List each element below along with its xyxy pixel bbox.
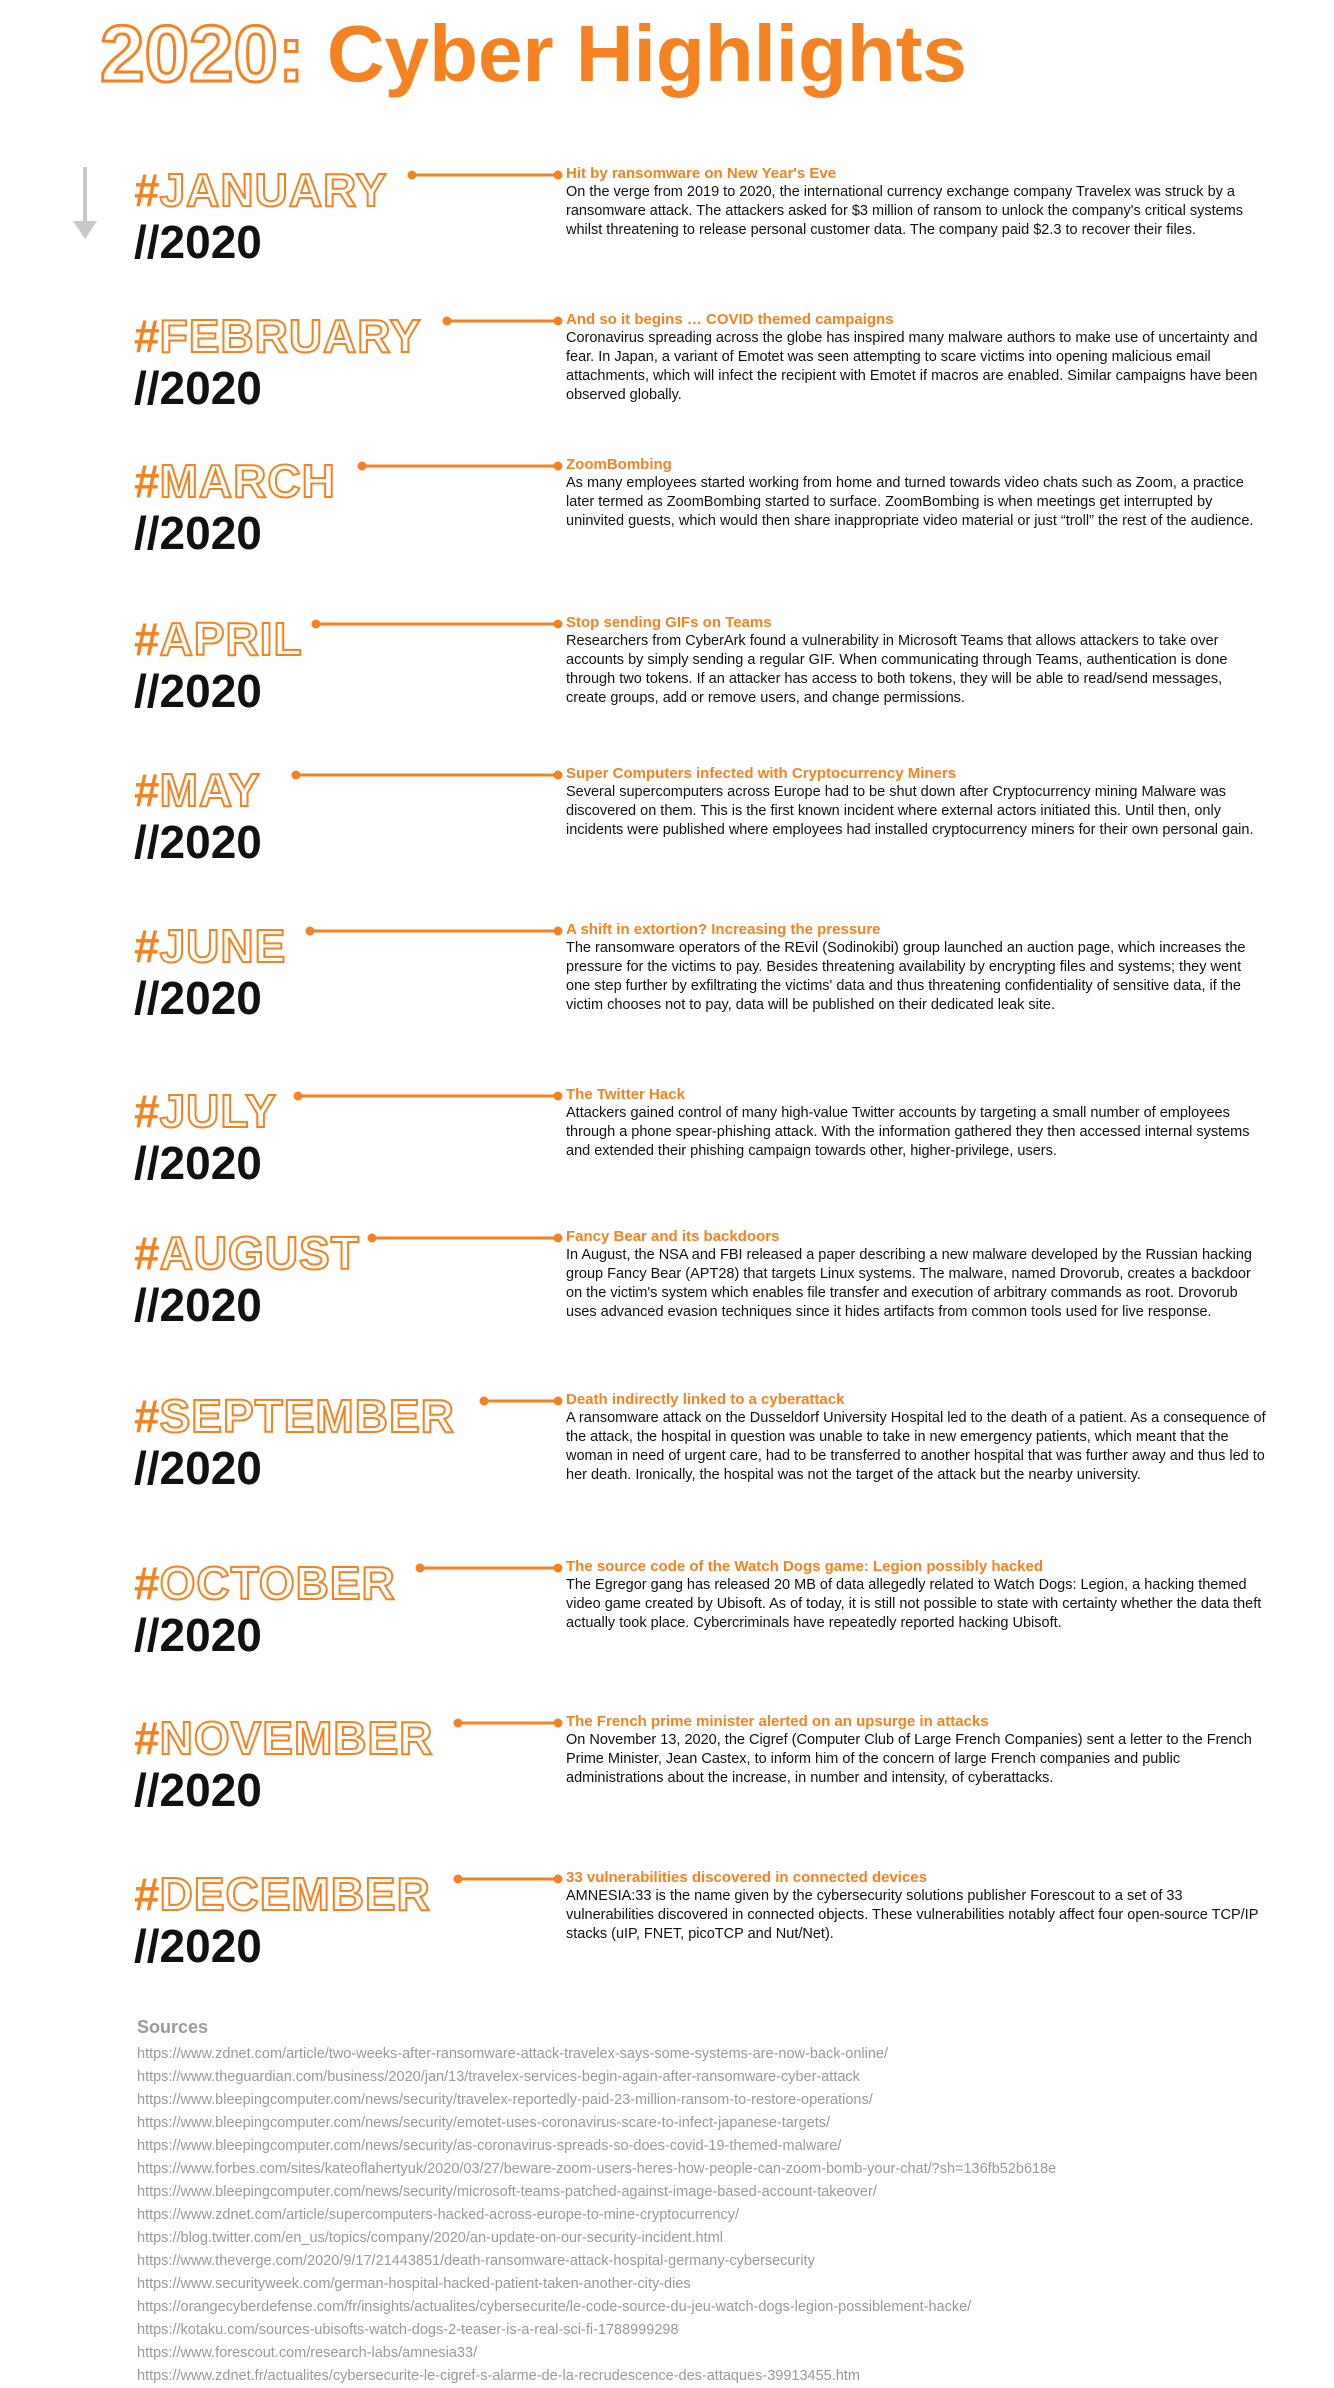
timeline-entry [0,613,1334,733]
month-name: JULY [159,1085,277,1137]
month-hash: # [134,1227,160,1279]
event-title: Stop sending GIFs on Teams [566,614,772,631]
month-hash: # [134,310,160,362]
event-block [566,310,1266,405]
month-year: //2020 [134,216,262,268]
month-name: JANUARY [159,164,388,216]
connector-line [0,1390,580,1414]
timeline-entry [0,764,1334,884]
month-year: //2020 [134,1442,262,1494]
month-year: //2020 [134,1764,262,1816]
connector-line [0,613,580,637]
month-hash: # [134,1085,160,1137]
event-text: The Egregor gang has released 20 MB of data allegedly related to Watch Dogs: Legion, a hacking themed video game created by Ubisoft. As of today, it is still not possible to state with certainty whether the data theft actually took place. Cybercriminals have repeatedly reported hacking Ubisoft. [566,1577,1262,1631]
month-hash: # [134,1390,160,1442]
connector-line [0,1085,580,1109]
timeline-entry [0,310,1334,430]
connector-line [0,1868,580,1892]
connector-dot-end [554,1719,563,1728]
timeline-entry [0,1868,1334,1988]
month-name: FEBRUARY [159,310,422,362]
source-link[interactable]: https://www.forescout.com/research-labs/amnesia33/ [137,2345,478,2361]
source-link[interactable]: https://www.zdnet.com/article/two-weeks-after-ransomware-attack-travelex-says-some-systems-are-now-back-online/ [137,2046,889,2062]
timeline-entry [0,1557,1334,1677]
event-text: As many employees started working from home and turned towards video chats such as Zoom, a practice later termed as ZoomBombing started to surface. ZoomBombing is when meetings get interrupted by uninvited guests, which would then share inappropriate video material or just “troll” the rest of the audience. [566,475,1254,529]
event-block [566,455,1266,531]
month-year: //2020 [134,362,262,414]
month-name: MARCH [159,455,336,507]
month-hash: # [134,455,160,507]
connector-dot-end [554,317,563,326]
event-block [566,164,1266,240]
event-block [566,1085,1266,1161]
month-year: //2020 [134,1137,262,1189]
source-link[interactable]: https://kotaku.com/sources-ubisofts-watch-dogs-2-teaser-is-a-real-sci-fi-1788999298 [137,2322,679,2338]
event-block [566,1712,1266,1788]
month-year: //2020 [134,1279,262,1331]
event-text: AMNESIA:33 is the name given by the cybersecurity solutions publisher Forescout to a set of 33 vulnerabilities discovered in connected objects. These vulnerabilities notably affect four open-source TCP/IP stacks (uIP, FNET, picoTCP and Nut/Net). [566,1888,1259,1942]
event-text: A ransomware attack on the Dusseldorf University Hospital led to the death of a patient. As a consequence of the attack, the hospital in question was unable to take in new emergency patients, which meant that the woman in need of urgent care, had to be transferred to another hospital that was further away and thus led to her death. Ironically, the hospital was not the target of the attack but the nearby university. [566,1410,1266,1483]
connector-dot-end [554,620,563,629]
connector-dot-end [554,171,563,180]
source-link[interactable]: https://blog.twitter.com/en_us/topics/company/2020/an-update-on-our-security-incident.html [137,2230,723,2246]
timeline-entry [0,1085,1334,1205]
month-name: DECEMBER [159,1868,431,1920]
connector-dot-end [554,1397,563,1406]
title-year: 2020: [100,9,305,98]
event-title: Super Computers infected with Cryptocurrency Miners [566,765,957,782]
connector-dot-end [554,927,563,936]
month-hash: # [134,164,160,216]
connector-dot-end [554,1875,563,1884]
month-name: AUGUST [159,1227,360,1279]
event-title: Hit by ransomware on New Year's Eve [566,165,837,182]
event-title: The Twitter Hack [566,1086,685,1103]
event-block [566,920,1266,1015]
month-hash: # [134,1868,160,1920]
month-name: NOVEMBER [159,1712,434,1764]
month-name: OCTOBER [159,1557,396,1609]
event-title: The source code of the Watch Dogs game: Legion possibly hacked [566,1558,1044,1575]
event-block [566,1868,1266,1944]
timeline-entry [0,164,1334,284]
timeline-entry [0,1227,1334,1347]
connector-line [0,920,580,944]
connector-line [0,1227,580,1251]
month-year: //2020 [134,972,262,1024]
source-link[interactable]: https://www.theverge.com/2020/9/17/21443851/death-ransomware-attack-hospital-germany-cybersecurity [137,2253,815,2269]
month-name: APRIL [159,613,303,665]
month-year: //2020 [134,1609,262,1661]
event-title: Death indirectly linked to a cyberattack [566,1391,845,1408]
event-title: A shift in extortion? Increasing the pressure [566,921,881,938]
event-text: Researchers from CyberArk found a vulnerability in Microsoft Teams that allows attackers to take over accounts by simply sending a regular GIF. When communicating through Teams, authentication is done through two tokens. If an attacker has access to both tokens, they will be able to read/send messages, create groups, add or remove users, and change permissions. [566,633,1228,706]
connector-dot-end [554,462,563,471]
event-text: On November 13, 2020, the Cigref (Computer Club of Large French Companies) sent a letter to the French Prime Minister, Jean Castex, to inform him of the concern of large French companies and public administrations about the increase, in number and intensity, of cyberattacks. [566,1732,1252,1786]
source-link[interactable]: https://orangecyberdefense.com/fr/insights/actualites/cybersecurite/le-code-source-du-jeu-watch-dogs-legion-possiblement-hacke/ [137,2299,972,2315]
event-block [566,764,1266,840]
title-text: Cyber Highlights [326,9,967,98]
source-link[interactable]: https://www.zdnet.fr/actualites/cybersecurite-le-cigref-s-alarme-de-la-recrudescence-des-attaques-39913455.htm [137,2368,860,2384]
event-text: Coronavirus spreading across the globe has inspired many malware authors to make use of uncertainty and fear. In Japan, a variant of Emotet was seen attempting to scare victims into opening malicious email attachments, which will infect the recipient with Emotet if macros are enabled. Similar campaigns have been observed globally. [566,330,1258,403]
event-title: The French prime minister alerted on an upsurge in attacks [566,1713,989,1730]
month-year: //2020 [134,816,262,868]
event-title: Fancy Bear and its backdoors [566,1228,780,1245]
event-text: The ransomware operators of the REvil (Sodinokibi) group launched an auction page, which increases the pressure for the victims to pay. Besides threatening availability by encrypting files and systems; they went one step further by exfiltrating the victims' data and thus threatening confidentiality of sensitive data, if the victim chooses not to pay, data will be published on their dedicated leak site. [566,940,1246,1013]
connector-line [0,164,580,188]
sources-heading: Sources [137,2017,209,2037]
connector-line [0,455,580,479]
timeline-entry [0,920,1334,1040]
month-name: JUNE [159,920,287,972]
month-hash: # [134,920,160,972]
month-name: SEPTEMBER [159,1390,455,1442]
event-title: And so it begins … COVID themed campaigns [566,311,894,328]
event-block [566,613,1266,708]
source-link[interactable]: https://www.theguardian.com/business/2020/jan/13/travelex-services-begin-again-after-ransomware-cyber-attack [137,2069,860,2085]
event-block [566,1557,1266,1633]
source-link[interactable]: https://www.bleepingcomputer.com/news/security/microsoft-teams-patched-against-image-based-account-takeover/ [137,2184,877,2200]
timeline-entry [0,1712,1334,1832]
connector-line [0,310,580,334]
event-block [566,1390,1266,1485]
month-hash: # [134,613,160,665]
source-link[interactable]: https://www.bleepingcomputer.com/news/security/as-coronavirus-spreads-so-does-covid-19-themed-malware/ [137,2138,842,2154]
month-year: //2020 [134,1920,262,1972]
month-hash: # [134,1712,160,1764]
month-year: //2020 [134,507,262,559]
connector-line [0,1557,580,1581]
timeline-entry [0,455,1334,575]
month-hash: # [134,764,160,816]
event-block [566,1227,1266,1322]
source-list [137,2043,1287,2388]
event-text: On the verge from 2019 to 2020, the international currency exchange company Travelex was struck by a ransomware attack. The attackers asked for $3 million of ransom to unlock the company's critical systems whilst threatening to release personal customer data. The company paid $2.3 to recover their files. [566,184,1244,238]
month-year: //2020 [134,665,262,717]
connector-dot-end [554,1092,563,1101]
source-link[interactable]: https://www.bleepingcomputer.com/news/security/travelex-reportedly-paid-23-million-ransom-to-restore-operations/ [137,2092,873,2108]
connector-dot-end [554,1564,563,1573]
page-title [100,4,967,104]
connector-line [0,1712,580,1736]
source-link[interactable]: https://www.zdnet.com/article/supercomputers-hacked-across-europe-to-mine-cryptocurrency/ [137,2207,739,2223]
event-text: Several supercomputers across Europe had to be shut down after Cryptocurrency mining Malware was discovered on them. This is the first known incident where external actors initiated this. Until then, only incidents were published where employees had installed cryptocurrency miners for their own personal gain. [566,784,1254,838]
month-name: MAY [159,764,261,816]
sources-section [137,2015,1287,2388]
event-title: ZoomBombing [566,456,672,473]
connector-dot-end [554,771,563,780]
event-title: 33 vulnerabilities discovered in connected devices [566,1869,927,1886]
month-hash: # [134,1557,160,1609]
source-link[interactable]: https://www.securityweek.com/german-hospital-hacked-patient-taken-another-city-dies [137,2276,691,2292]
source-link[interactable]: https://www.bleepingcomputer.com/news/security/emotet-uses-coronavirus-scare-to-infect-japanese-targets/ [137,2115,831,2131]
timeline-entry [0,1390,1334,1510]
event-text: Attackers gained control of many high-value Twitter accounts by targeting a small number of employees through a phone spear-phishing attack. With the information gathered they then accessed internal systems and extended their phishing campaign towards other, higher-privilege, users. [566,1105,1250,1159]
source-link[interactable]: https://www.forbes.com/sites/kateoflahertyuk/2020/03/27/beware-zoom-users-heres-how-people-can-zoom-bomb-your-chat/?sh=136fb52b618e [137,2161,1057,2177]
connector-line [0,764,580,788]
event-text: In August, the NSA and FBI released a paper describing a new malware developed by the Russian hacking group Fancy Bear (APT28) that targets Linux systems. The malware, named Drovorub, creates a backdoor on the victim's system which enables file transfer and execution of arbitrary commands as root. Drovorub uses advanced evasion techniques since it hides artifacts from common tools used for live response. [566,1247,1252,1320]
connector-dot-end [554,1234,563,1243]
